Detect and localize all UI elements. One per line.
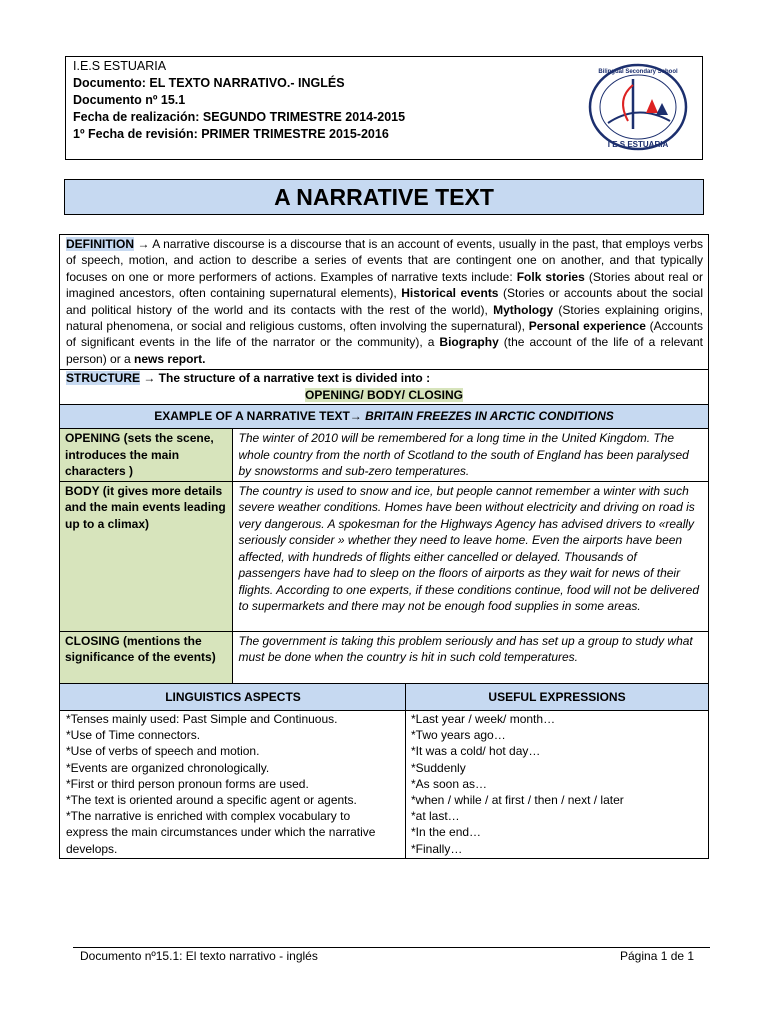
list-item: *The text is oriented around a specific agent or agents.: [66, 793, 357, 808]
list-item: *Last year / week/ month…: [411, 712, 556, 726]
definition-section: [60, 235, 708, 370]
list-item: *As soon as…: [411, 776, 488, 791]
list-item: *In the end…: [411, 825, 482, 840]
term-folk-stories: Folk stories: [516, 269, 585, 284]
definition-text-1: A narrative discourse is a discourse that is an account of events, usually in the past, that employs verbs of speech, motion, and action to describe a series of events that are contingent one on another, and that typically focuses on one or more performers of actions. Examples of narrative texts include:: [66, 237, 703, 284]
list-item: *Use of verbs of speech and motion.: [66, 744, 260, 759]
list-item: *Two years ago…: [411, 728, 506, 743]
example-heading-label: EXAMPLE OF A NARRATIVE TEXT: [154, 409, 350, 424]
footer-divider: [73, 947, 710, 948]
definition-text-2: (Stories about real or imagined ancestors, often containing supernatural elements),: [66, 269, 703, 301]
expressions-list: [411, 711, 703, 857]
table-row: [60, 429, 708, 481]
school-logo: [588, 63, 688, 151]
structure-parts: OPENING/ BODY/ CLOSING: [304, 387, 463, 402]
definition-text-3: (Stories or accounts about the social and political history of the world and its contacts with the rest of the world),: [66, 286, 704, 317]
term-biography: Biography: [439, 335, 499, 350]
aspects-expressions-table: [59, 683, 709, 859]
body-label: BODY (it gives more details and the main events leading up to a climax): [60, 481, 232, 631]
structure-section: [60, 370, 708, 405]
main-content-box: [59, 234, 709, 685]
list-item: *at last…: [411, 809, 460, 824]
column-divider: [405, 684, 406, 858]
structure-label: STRUCTURE: [66, 371, 140, 386]
term-personal-experience: Personal experience: [528, 319, 646, 334]
list-item: *Tenses mainly used: Past Simple and Continuous.: [66, 712, 338, 726]
list-item: *when / while / at first / then / next / later: [411, 793, 624, 808]
definition-text-4: (Stories explaining origins, natural phenomena, or social and religious customs, often involving the supernatural),: [66, 302, 703, 334]
body-text: The country is used to snow and ice, but people cannot remember a winter with such severe weather conditions. Homes have been without electricity and driving on road is very dangerous. A spokesman for the Highways Agency has advised drivers to «really seriously consider » whether they need to leave home. Even the airports have been affected, with hundreds of flights either cancelled or delayed. Thousands of passengers have had to sleep on the floors of airports as they wait for news of their flights. According to one experts, if these conditions continue, food will not be delivered to supermarkets and there may not be enough food supplies in some areas.: [232, 481, 708, 631]
linguistics-heading: LINGUISTICS ASPECTS: [60, 684, 406, 711]
page-title: A NARRATIVE TEXT: [64, 179, 704, 215]
expressions-heading: USEFUL EXPRESSIONS: [406, 684, 708, 711]
footer-document: Documento nº15.1: El texto narrativo - inglés: [80, 949, 318, 963]
creation-date: Fecha de realización: SEGUNDO TRIMESTRE 2014-2015: [73, 110, 406, 124]
term-historical-events: Historical events: [401, 286, 499, 301]
definition-text-6: (the account of the life of a relevant person) or a: [66, 335, 704, 366]
term-mythology: Mythology: [493, 302, 554, 317]
list-item: *Events are organized chronologically.: [66, 760, 270, 775]
opening-label: OPENING (sets the scene, introduces the main characters ): [60, 429, 232, 481]
definition-text-5: (Accounts of significant events in the life of the narrator or the community), a: [66, 319, 703, 350]
list-item: *Use of Time connectors.: [66, 728, 201, 743]
footer-page-number: Página 1 de 1: [620, 949, 695, 963]
linguistics-list: [66, 711, 386, 857]
table-row: [60, 481, 708, 631]
opening-text: The winter of 2010 will be remembered for a long time in the United Kingdom. The whole country from the north of Scotland to the south of England has been paralysed by snowstorms and sub-zero temperatures.: [238, 431, 689, 479]
logo-top-text: Bilingual Secondary School: [598, 69, 678, 75]
list-item: *It was a cold/ hot day…: [411, 744, 541, 759]
definition-label: DEFINITION: [66, 237, 134, 251]
structure-text: The structure of a narrative text is divided into :: [158, 371, 431, 386]
arrow-icon: →: [134, 237, 153, 251]
term-news-report: news report.: [134, 351, 206, 366]
arrow-icon: →: [349, 409, 362, 424]
document-number: Documento nº 15.1: [73, 93, 186, 107]
arrow-icon: →: [140, 371, 159, 386]
example-title: BRITAIN FREEZES IN ARCTIC CONDITIONS: [361, 409, 614, 424]
list-item: *Finally…: [411, 841, 463, 856]
logo-bottom-text: I E S ESTUARIA: [607, 140, 669, 149]
closing-text: The government is taking this problem seriously and has set up a group to study what must be done when the country is hit in such cold temperatures.: [232, 631, 708, 684]
example-table: [60, 429, 708, 684]
revision-date: 1º Fecha de revisión: PRIMER TRIMESTRE 2015-2016: [73, 127, 389, 141]
list-item: *Suddenly: [411, 760, 466, 775]
document-name: Documento: EL TEXTO NARRATIVO.- INGLÉS: [73, 76, 345, 90]
header-lines: [73, 58, 405, 143]
closing-label: CLOSING (mentions the significance of the events): [60, 631, 232, 684]
table-row: [60, 631, 708, 684]
list-item: *First or third person pronoun forms are used.: [66, 776, 309, 791]
list-item: *The narrative is enriched with complex vocabulary to express the main circumstances under which the narrative develops.: [66, 809, 376, 856]
school-name: I.E.S ESTUARIA: [73, 59, 167, 73]
example-heading: [60, 405, 708, 429]
document-header: [65, 56, 703, 160]
